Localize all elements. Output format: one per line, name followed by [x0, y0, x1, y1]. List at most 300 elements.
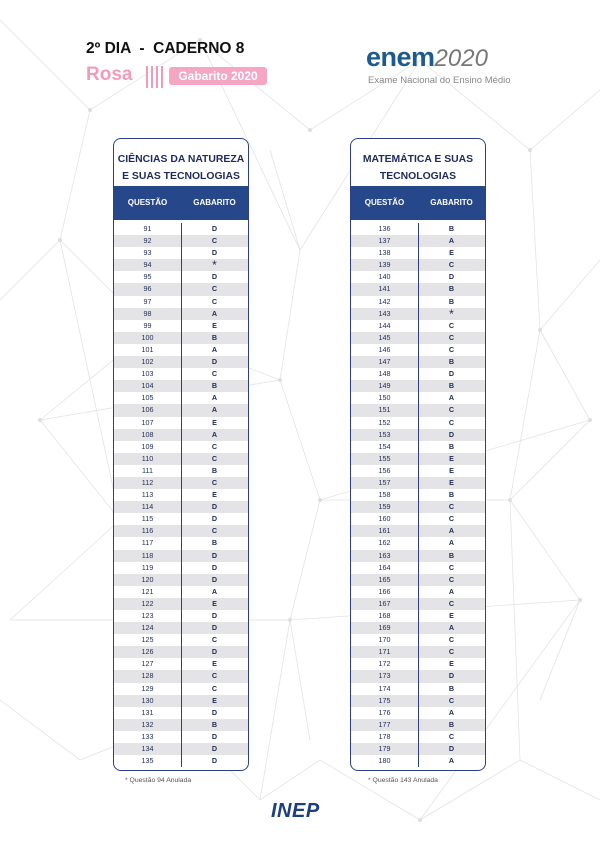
table-row [114, 404, 248, 416]
answer-letter: B [211, 719, 218, 729]
answer-letter: C [211, 369, 218, 379]
answer-letter: C [211, 477, 218, 487]
table-row [114, 392, 248, 404]
question-number: 121 [141, 586, 154, 596]
section-title-line1: CIÊNCIAS DA NATUREZA [117, 154, 245, 165]
table-row [114, 283, 248, 295]
table-row [114, 537, 248, 549]
table-row [351, 296, 485, 308]
answer-letter: A [448, 526, 455, 536]
table-row [351, 271, 485, 283]
question-number: 120 [141, 574, 154, 584]
answer-letter: C [448, 731, 455, 741]
table-row [351, 247, 485, 259]
table-row [351, 477, 485, 489]
table-row [351, 731, 485, 743]
table-row [351, 537, 485, 549]
answer-letter: E [212, 320, 217, 330]
question-number: 115 [141, 514, 154, 524]
answer-letter: D [448, 369, 455, 379]
question-number: 145 [378, 332, 391, 342]
table-row [351, 392, 485, 404]
question-number: 148 [378, 369, 391, 379]
table-row [114, 683, 248, 695]
table-row [351, 586, 485, 598]
answer-letter: C [448, 647, 455, 657]
table-row [114, 453, 248, 465]
answer-letter: D [211, 574, 218, 584]
answer-letter: B [448, 490, 455, 500]
question-number: 171 [378, 647, 391, 657]
answer-letter: C [211, 526, 218, 536]
table-row [114, 247, 248, 259]
answer-letter: D [448, 744, 455, 754]
question-number: 106 [141, 405, 154, 415]
day-label: 2º DIA [86, 40, 131, 57]
answer-letter: C [211, 236, 218, 246]
table-row [351, 259, 485, 271]
question-number: 92 [143, 236, 152, 246]
column-question-header: QUESTÃO [127, 198, 168, 207]
table-row [114, 646, 248, 658]
table-row [114, 670, 248, 682]
question-number: 125 [141, 635, 154, 645]
answer-card-mathematics [350, 138, 486, 771]
table-row [351, 598, 485, 610]
answer-letter: E [449, 611, 454, 620]
answer-letter: C [211, 284, 218, 294]
table-row [351, 695, 485, 707]
question-number: 167 [378, 598, 391, 608]
table-row [114, 513, 248, 525]
table-row [114, 477, 248, 489]
heading-dash: - [135, 40, 149, 57]
answer-letter: D [211, 357, 218, 367]
question-number: 119 [141, 562, 154, 572]
answer-letter: C [448, 695, 455, 705]
column-header [114, 186, 248, 220]
question-number: 104 [141, 381, 154, 391]
answer-letter: C [448, 635, 455, 645]
question-number: 179 [378, 744, 391, 754]
table-row [114, 223, 248, 235]
notebook-color-label: Rosa [86, 64, 133, 85]
question-number: 126 [141, 647, 154, 657]
question-number: 173 [378, 671, 391, 681]
answer-letter: C [448, 405, 455, 415]
table-row [114, 574, 248, 586]
question-number: 176 [378, 707, 391, 717]
question-number: 169 [378, 623, 391, 633]
table-row [351, 670, 485, 682]
question-number: 105 [141, 393, 154, 403]
question-number: 170 [378, 635, 391, 645]
question-number: 94 [143, 260, 152, 270]
table-row [114, 296, 248, 308]
answer-letter: C [448, 598, 455, 608]
table-row [351, 417, 485, 429]
section-title [114, 139, 248, 186]
question-number: 91 [143, 224, 152, 233]
column-header [351, 186, 485, 220]
question-number: 114 [141, 502, 154, 512]
question-number: 156 [378, 465, 391, 475]
question-number: 135 [141, 756, 154, 766]
answer-letter: E [449, 248, 454, 258]
table-row [114, 235, 248, 247]
question-number: 164 [378, 562, 391, 572]
table-row [351, 332, 485, 344]
question-number: 123 [141, 611, 154, 620]
answer-letter: B [448, 719, 455, 729]
answer-letter: E [212, 490, 217, 500]
table-row [351, 513, 485, 525]
table-row [351, 356, 485, 368]
question-number: 160 [378, 514, 391, 524]
question-number: 142 [378, 296, 391, 306]
table-row [114, 598, 248, 610]
answer-letter: E [449, 465, 454, 475]
question-number: 144 [378, 320, 391, 330]
column-answer-header: GABARITO [193, 198, 236, 207]
column-question-header: QUESTÃO [364, 198, 405, 207]
logo-subtitle: Exame Nacional do Ensino Médio [368, 75, 511, 86]
table-row [351, 308, 485, 320]
answer-letter: D [211, 224, 218, 233]
question-number: 112 [141, 477, 154, 487]
answer-letter: D [211, 647, 218, 657]
question-number: 150 [378, 393, 391, 403]
answer-letter: C [211, 683, 218, 693]
table-row [351, 465, 485, 477]
question-number: 172 [378, 659, 391, 669]
question-number: 178 [378, 731, 391, 741]
question-number: 180 [378, 756, 391, 766]
answer-letter: E [212, 417, 217, 427]
question-number: 153 [378, 429, 391, 439]
answer-letter: D [211, 756, 218, 766]
answer-letter: C [448, 320, 455, 330]
section-title-line2: E SUAS TECNOLOGIAS [122, 171, 240, 182]
question-number: 133 [141, 731, 154, 741]
table-row [114, 695, 248, 707]
answer-letter: E [212, 598, 217, 608]
table-row [114, 525, 248, 537]
answer-letter: D [448, 429, 455, 439]
answer-letter: * [449, 306, 454, 321]
table-row [351, 235, 485, 247]
question-number: 100 [141, 332, 154, 342]
question-number: 131 [141, 707, 154, 717]
answer-letter: C [448, 514, 455, 524]
table-row [351, 683, 485, 695]
answer-letter: D [211, 272, 218, 282]
question-number: 99 [143, 320, 152, 330]
question-number: 137 [378, 236, 391, 246]
answer-letter: E [449, 453, 454, 463]
answer-letter: B [448, 550, 455, 560]
decorative-bars [146, 66, 166, 88]
question-number: 163 [378, 550, 391, 560]
question-number: 162 [378, 538, 391, 548]
question-number: 140 [378, 272, 391, 282]
question-number: 136 [378, 224, 391, 233]
answer-letter: A [211, 586, 218, 596]
table-row [351, 755, 485, 767]
table-row [114, 465, 248, 477]
table-row [114, 586, 248, 598]
table-row [114, 634, 248, 646]
answer-letter: B [448, 296, 455, 306]
answer-letter: A [211, 393, 218, 403]
question-number: 95 [143, 272, 152, 282]
answer-letter: C [448, 260, 455, 270]
question-number: 161 [378, 526, 391, 536]
table-row [114, 380, 248, 392]
question-number: 175 [378, 695, 391, 705]
section-title-line1: MATEMÁTICA E SUAS [362, 154, 474, 165]
answer-letter: C [448, 574, 455, 584]
table-row [351, 634, 485, 646]
answer-letter: A [448, 586, 455, 596]
table-row [351, 344, 485, 356]
table-row [114, 332, 248, 344]
answer-letter: B [448, 284, 455, 294]
question-number: 174 [378, 683, 391, 693]
answer-letter: C [211, 453, 218, 463]
question-number: 154 [378, 441, 391, 451]
table-row [351, 562, 485, 574]
table-row [114, 501, 248, 513]
table-row [114, 489, 248, 501]
answer-letter: C [448, 332, 455, 342]
question-number: 117 [141, 538, 154, 548]
question-number: 168 [378, 611, 391, 620]
question-number: 111 [142, 465, 153, 475]
answer-letter: A [448, 236, 455, 246]
table-row [351, 489, 485, 501]
table-row [114, 368, 248, 380]
question-number: 130 [141, 695, 154, 705]
section-title-line2: TECNOLOGIAS [379, 171, 457, 182]
table-row [114, 356, 248, 368]
answer-letter: D [211, 514, 218, 524]
answer-letter: A [211, 344, 218, 354]
question-number: 146 [378, 344, 391, 354]
answer-letter: A [448, 393, 455, 403]
inep-logo: INEP [271, 800, 320, 822]
answer-letter: B [448, 683, 455, 693]
table-row [351, 380, 485, 392]
answer-key-badge: Gabarito 2020 [169, 67, 267, 85]
answer-letter: B [448, 224, 455, 233]
answer-letter: C [448, 344, 455, 354]
answer-letter: B [448, 441, 455, 451]
answer-letter: A [448, 756, 455, 766]
table-row [114, 719, 248, 731]
table-row [114, 271, 248, 283]
question-number: 134 [141, 744, 154, 754]
question-number: 143 [378, 308, 391, 318]
annulled-note: * Questão 143 Anulada [368, 777, 438, 784]
answer-letter: B [448, 357, 455, 367]
question-number: 158 [378, 490, 391, 500]
answer-letter: D [211, 744, 218, 754]
table-row [114, 658, 248, 670]
answer-letter: C [211, 635, 218, 645]
annulled-note: * Questão 94 Anulada [125, 777, 192, 784]
question-number: 116 [141, 526, 154, 536]
table-row [351, 429, 485, 441]
logo-enem-text: enem [366, 42, 435, 72]
table-row [351, 453, 485, 465]
question-number: 107 [141, 417, 154, 427]
table-row [351, 610, 485, 622]
question-number: 152 [378, 417, 391, 427]
question-number: 97 [143, 296, 152, 306]
question-number: 129 [141, 683, 154, 693]
answer-letter: E [212, 695, 217, 705]
table-row [114, 259, 248, 271]
answer-letter: D [211, 550, 218, 560]
answer-letter: C [211, 296, 218, 306]
table-row [114, 755, 248, 767]
table-row [114, 610, 248, 622]
table-row [351, 223, 485, 235]
answer-letter: D [448, 671, 455, 681]
answer-letter: A [211, 429, 218, 439]
table-row [351, 283, 485, 295]
day-notebook-heading [86, 40, 244, 58]
question-number: 138 [378, 248, 391, 258]
answer-letter: C [448, 417, 455, 427]
table-row [114, 731, 248, 743]
question-number: 96 [143, 284, 152, 294]
notebook-label: CADERNO 8 [153, 40, 245, 57]
question-number: 110 [141, 453, 154, 463]
answer-letter: A [448, 707, 455, 717]
question-number: 132 [141, 719, 154, 729]
answer-rows [351, 223, 485, 767]
answer-letter: D [211, 623, 218, 633]
question-number: 113 [141, 490, 154, 500]
question-number: 166 [378, 586, 391, 596]
table-row [114, 550, 248, 562]
table-row [351, 525, 485, 537]
question-number: 124 [141, 623, 154, 633]
answer-letter: E [449, 659, 454, 669]
answer-letter: A [448, 538, 455, 548]
answer-letter: D [448, 272, 455, 282]
table-row [351, 574, 485, 586]
table-row [114, 417, 248, 429]
section-title [351, 139, 485, 186]
answer-letter: C [211, 671, 218, 681]
table-row [114, 562, 248, 574]
question-number: 149 [378, 381, 391, 391]
question-number: 128 [141, 671, 154, 681]
table-row [351, 404, 485, 416]
table-row [351, 743, 485, 755]
question-number: 122 [141, 598, 154, 608]
answer-card-natural-sciences [113, 138, 249, 771]
enem-logo [366, 42, 488, 73]
question-number: 157 [378, 477, 391, 487]
question-number: 151 [378, 405, 391, 415]
logo-year-text: 2020 [434, 45, 488, 72]
table-row [351, 646, 485, 658]
table-row [351, 441, 485, 453]
answer-letter: A [211, 405, 218, 415]
table-row [114, 707, 248, 719]
table-row [351, 658, 485, 670]
question-number: 93 [143, 248, 152, 258]
question-number: 177 [378, 719, 391, 729]
answer-letter: B [448, 381, 455, 391]
table-row [114, 441, 248, 453]
answer-letter: A [211, 308, 218, 318]
answer-letter: C [448, 502, 455, 512]
question-number: 141 [378, 284, 391, 294]
table-row [114, 743, 248, 755]
table-row [351, 622, 485, 634]
question-number: 98 [143, 308, 152, 318]
table-row [351, 719, 485, 731]
answer-letter: E [212, 659, 217, 669]
question-number: 147 [378, 357, 391, 367]
table-row [351, 501, 485, 513]
answer-letter: D [211, 502, 218, 512]
answer-letter: D [211, 731, 218, 741]
column-answer-header: GABARITO [430, 198, 473, 207]
answer-letter: D [211, 611, 218, 620]
table-row [114, 429, 248, 441]
question-number: 118 [141, 550, 154, 560]
question-number: 165 [378, 574, 391, 584]
question-number: 155 [378, 453, 391, 463]
question-number: 139 [378, 260, 391, 270]
answer-letter: B [211, 538, 218, 548]
table-row [351, 368, 485, 380]
question-number: 109 [141, 441, 154, 451]
answer-letter: A [448, 623, 455, 633]
question-number: 127 [141, 659, 154, 669]
table-row [114, 320, 248, 332]
answer-letter: B [211, 332, 218, 342]
question-number: 102 [141, 357, 154, 367]
answer-letter: B [211, 381, 218, 391]
answer-letter: * [212, 258, 217, 273]
answer-letter: D [211, 248, 218, 258]
answer-letter: E [449, 477, 454, 487]
answer-letter: C [211, 441, 218, 451]
question-number: 103 [141, 369, 154, 379]
answer-letter: D [211, 562, 218, 572]
question-number: 101 [141, 344, 154, 354]
question-number: 159 [378, 502, 391, 512]
answer-letter: C [448, 562, 455, 572]
answer-rows [114, 223, 248, 767]
table-row [114, 344, 248, 356]
table-row [114, 308, 248, 320]
table-row [114, 622, 248, 634]
table-row [351, 550, 485, 562]
answer-letter: D [211, 707, 218, 717]
answer-letter: B [211, 465, 218, 475]
table-row [351, 320, 485, 332]
table-row [351, 707, 485, 719]
question-number: 108 [141, 429, 154, 439]
